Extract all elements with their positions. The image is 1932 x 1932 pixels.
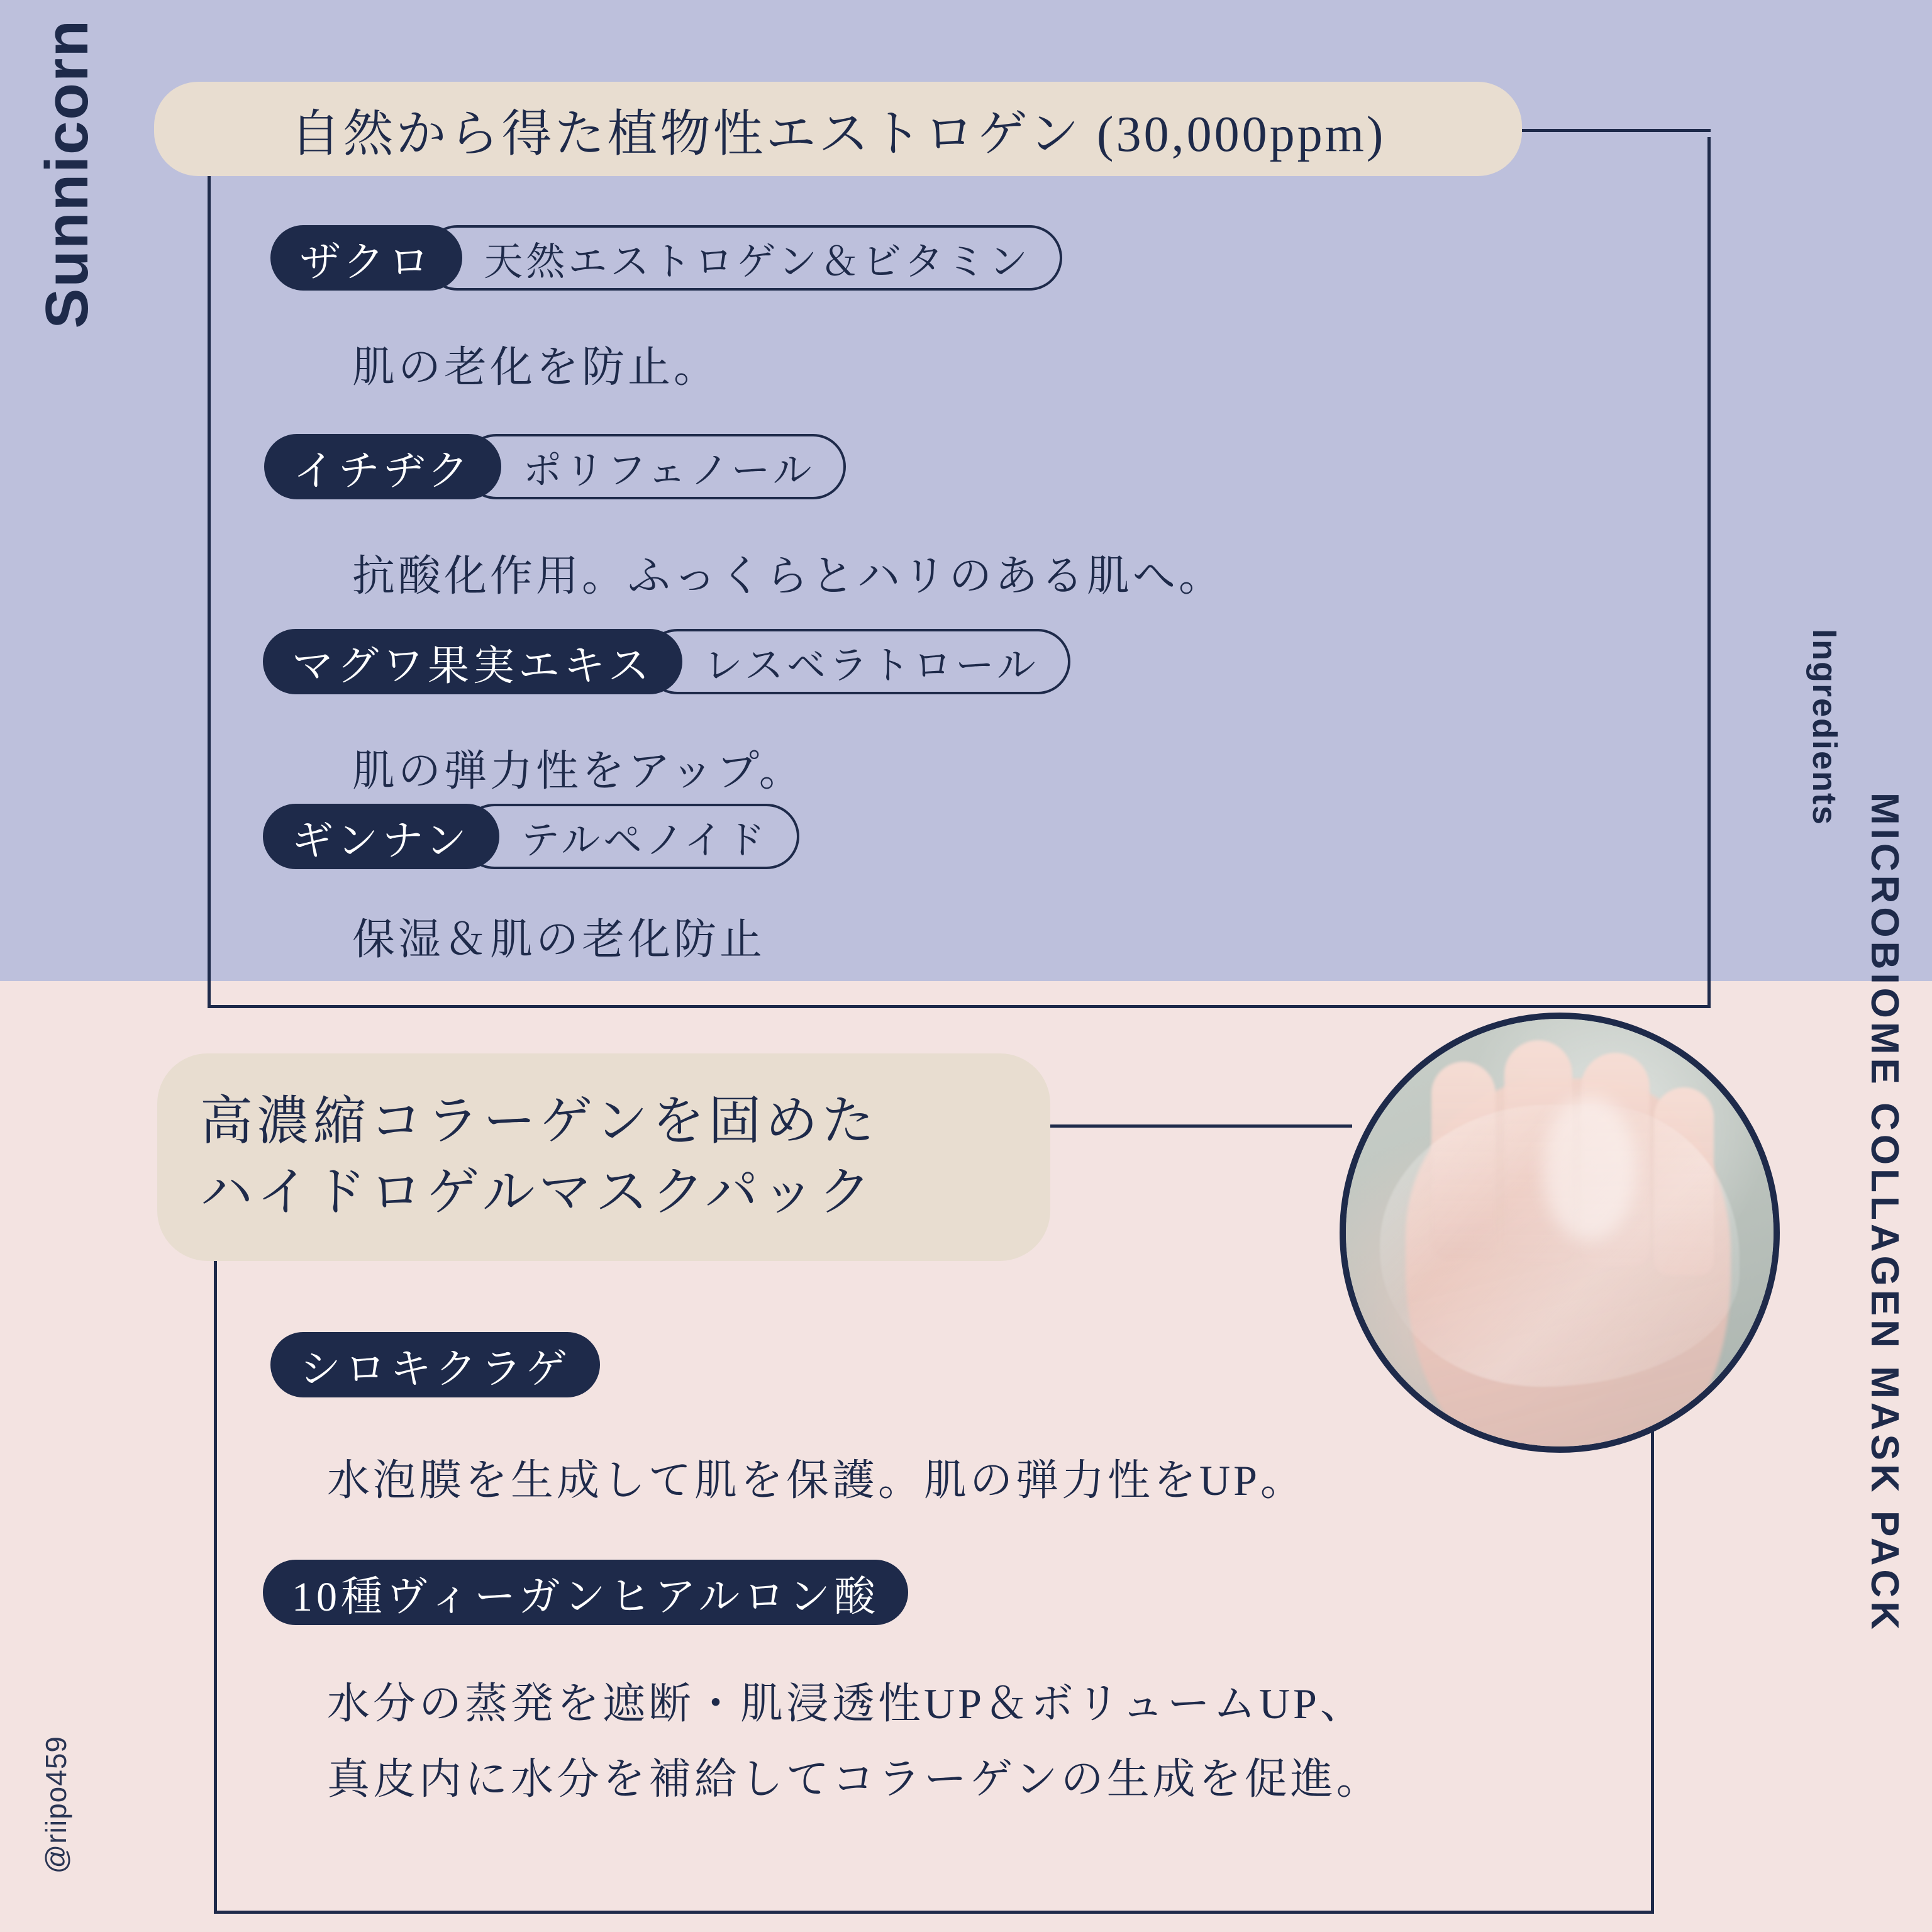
ingredient-description: 保湿＆肌の老化防止 (352, 916, 766, 963)
ingredient-tag: ギンナン (263, 804, 499, 869)
ingredient-row (263, 1560, 908, 1625)
ingredient-description-line-1: 水分の蒸発を遮断・肌浸透性UP＆ボリュームUP、 (327, 1680, 1366, 1728)
social-handle: @riipo459 (40, 1736, 72, 1874)
section-1-connector-line (1497, 129, 1711, 132)
ingredient-row (263, 804, 799, 869)
ingredient-tag: シロキクラゲ (270, 1332, 600, 1397)
ingredient-description: 水泡膜を生成して肌を保護。肌の弾力性をUP。 (327, 1457, 1306, 1504)
ingredient-tag: マグワ果実エキス (263, 629, 682, 694)
ingredient-subtag: ポリフェノール (464, 434, 846, 499)
product-photo (1340, 1013, 1780, 1453)
section-2-heading-line-1: 高濃縮コラーゲンを固めた (200, 1092, 879, 1151)
ingredients-side-label: Ingredients (1806, 629, 1843, 826)
ingredient-row (270, 1332, 600, 1397)
ingredient-description: 抗酸化作用。ふっくらとハリのある肌へ。 (352, 552, 1225, 600)
section-2-heading-line-2: ハイドロゲルマスクパック (200, 1163, 875, 1222)
ingredient-row (263, 629, 1070, 694)
brand-name: Sunnicorn (33, 19, 101, 329)
ingredient-row (270, 225, 1062, 291)
ingredient-description-line-2: 真皮内に水分を補給してコラーゲンの生成を促進。 (327, 1755, 1382, 1803)
product-side-label: MICROBIOME COLLAGEN MASK PACK (1863, 792, 1906, 1634)
ingredient-tag: イチヂク (264, 434, 501, 499)
ingredient-tag: ザクロ (270, 225, 462, 291)
ingredient-tag: 10種ヴィーガンヒアルロン酸 (263, 1560, 908, 1625)
ingredient-description: 肌の老化を防止。 (352, 343, 720, 391)
section-1-heading: 自然から得た植物性エストロゲン (30,000ppm) (154, 82, 1522, 176)
ingredient-subtag: テルペノイド (462, 804, 799, 869)
ingredient-row (264, 434, 846, 499)
ingredient-subtag: 天然エストロゲン＆ビタミン (425, 225, 1062, 291)
section-2-connector-line (1038, 1124, 1352, 1128)
ingredient-subtag: レスベラトロール (645, 629, 1070, 694)
highlight-glare (1543, 1096, 1637, 1241)
section-2-heading (157, 1053, 1050, 1261)
ingredient-description: 肌の弾力性をアップ。 (352, 747, 805, 795)
